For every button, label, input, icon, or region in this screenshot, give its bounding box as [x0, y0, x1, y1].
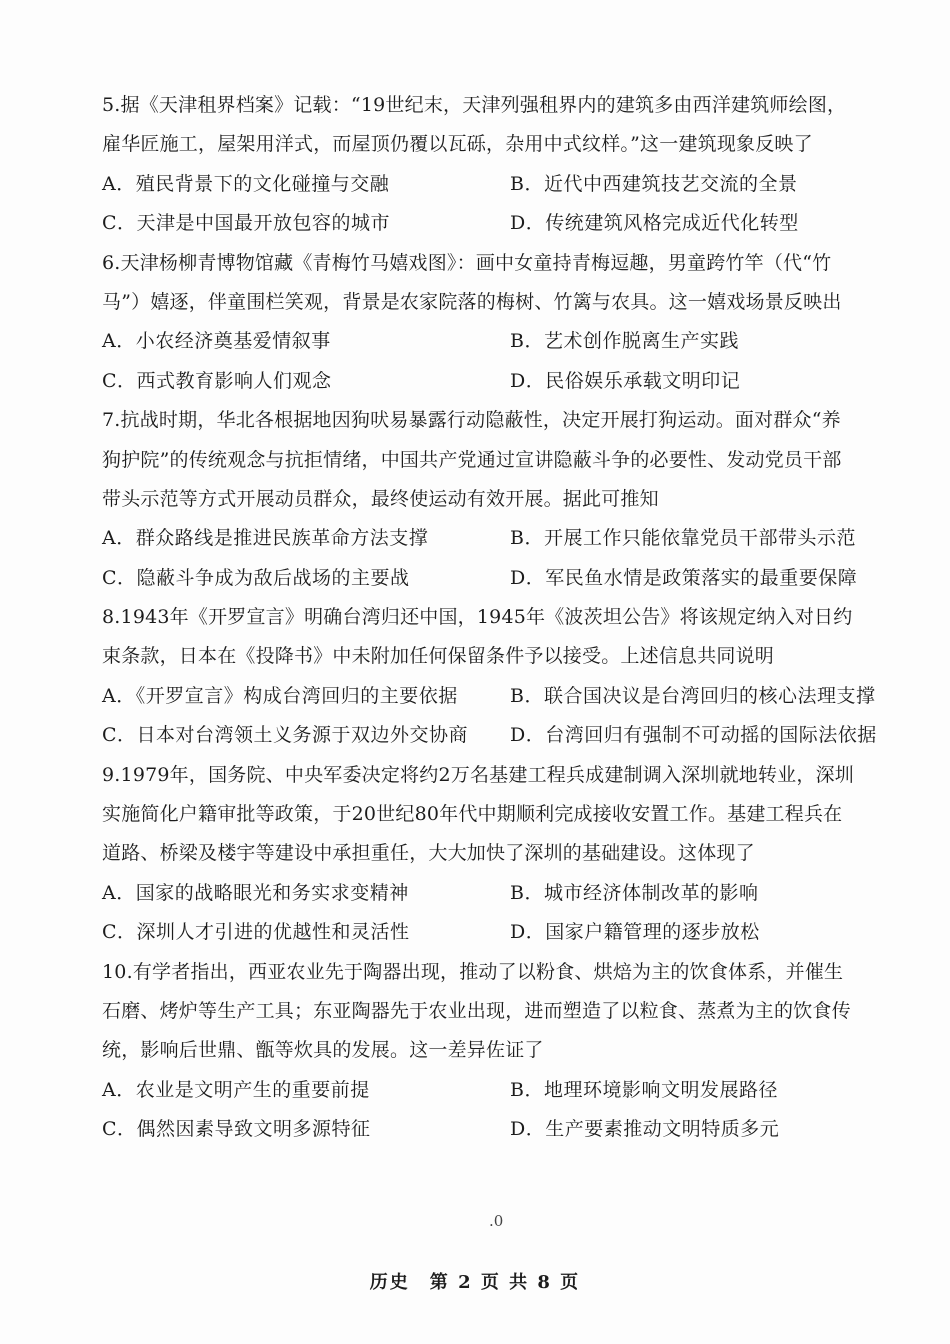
option-d: D．军民鱼水情是政策落实的最重要保障 [510, 566, 858, 589]
question-6 [102, 244, 902, 402]
question-stem-line: 马”）嬉逐，伴童围栏笑观，背景是农家院落的梅树、竹篱与农具。这一嬉戏场景反映出 [102, 290, 842, 313]
option-d: D．台湾回归有强制不可动摇的国际法依据 [510, 724, 877, 747]
option-row [102, 165, 902, 204]
question-stem-line: 7.抗战时期，华北各根据地因狗吠易暴露行动隐蔽性，决定开展打狗运动。面对群众“养 [102, 409, 841, 432]
option-a: A．小农经济奠基爱情叙事 [102, 330, 331, 353]
option-c: C．隐蔽斗争成为敌后战场的主要战 [102, 566, 410, 589]
scan-mark: .0 [489, 1212, 504, 1230]
question-10 [102, 953, 902, 1150]
option-b: B．艺术创作脱离生产实践 [510, 330, 739, 353]
option-b: B．开展工作只能依靠党员干部带头示范 [510, 527, 856, 550]
option-row [102, 913, 902, 952]
option-row [102, 1071, 902, 1110]
option-a: A．殖民背景下的文化碰撞与交融 [102, 172, 390, 195]
option-d: D．民俗娱乐承载文明印记 [510, 369, 741, 392]
question-stem-line: 实施简化户籍审批等政策，于20世纪80年代中期顺利完成接收安置工作。基建工程兵在 [102, 803, 843, 826]
question-9 [102, 756, 902, 953]
question-stem-line: 石磨、烤炉等生产工具；东亚陶器先于农业出现，进而塑造了以粒食、蒸煮为主的饮食传 [102, 999, 851, 1022]
question-stem-line: 道路、桥梁及楼宇等建设中承担重任，大大加快了深圳的基础建设。这体现了 [102, 842, 755, 865]
option-row [102, 874, 902, 913]
option-a: A．农业是文明产生的重要前提 [102, 1078, 370, 1101]
option-c: C．西式教育影响人们观念 [102, 369, 332, 392]
option-row [102, 1110, 902, 1149]
option-row [102, 677, 902, 716]
option-b: B．联合国决议是台湾回归的核心法理支撑 [510, 684, 876, 707]
question-stem-line: 带头示范等方式开展动员群众，最终使运动有效开展。据此可推知 [102, 487, 659, 510]
question-5 [102, 86, 902, 244]
question-stem-line: 雇华匠施工，屋架用洋式，而屋顶仍覆以瓦砾，杂用中式纹样。”这一建筑现象反映了 [102, 133, 813, 156]
question-stem-line: 8.1943年《开罗宣言》明确台湾归还中国，1945年《波茨坦公告》将该规定纳入对日约 [102, 606, 853, 629]
question-stem-line: 9.1979年，国务院、中央军委决定将约2万名基建工程兵成建制调入深圳就地转业，深圳 [102, 763, 854, 786]
option-row [102, 519, 902, 558]
questions-container [102, 86, 902, 1150]
option-b: B．近代中西建筑技艺交流的全景 [510, 172, 798, 195]
question-stem-line: 狗护院”的传统观念与抗拒情绪，中国共产党通过宣讲隐蔽斗争的必要性、发动党员干部 [102, 448, 842, 471]
option-d: D．生产要素推动文明特质多元 [510, 1118, 780, 1141]
question-stem-line: 10.有学者指出，西亚农业先于陶器出现，推动了以粉食、烘焙为主的饮食体系，并催生 [102, 960, 844, 983]
question-stem-line: 统，影响后世鼎、甑等炊具的发展。这一差异佐证了 [102, 1039, 544, 1062]
question-7 [102, 401, 902, 598]
question-8 [102, 598, 902, 756]
option-d: D．传统建筑风格完成近代化转型 [510, 212, 799, 235]
option-row [102, 716, 902, 755]
option-c: C．深圳人才引进的优越性和灵活性 [102, 921, 410, 944]
option-b: B．城市经济体制改革的影响 [510, 881, 759, 904]
option-row [102, 559, 902, 598]
question-stem-line: 5.据《天津租界档案》记载：“19世纪末，天津列强租界内的建筑多由西洋建筑师绘图， [102, 94, 847, 116]
option-row [102, 204, 902, 243]
option-d: D．国家户籍管理的逐步放松 [510, 921, 760, 944]
option-a: A．《开罗宣言》构成台湾回归的主要依据 [102, 684, 458, 707]
question-stem-line: 束条款，日本在《投降书》中未附加任何保留条件予以接受。上述信息共同说明 [102, 645, 775, 668]
option-c: C．天津是中国最开放包容的城市 [102, 212, 391, 235]
option-c: C．日本对台湾领土义务源于双边外交协商 [102, 724, 469, 747]
question-stem-line: 6.天津杨柳青博物馆藏《青梅竹马嬉戏图》：画中女童持青梅逗趣，男童跨竹竿（代“竹 [102, 251, 832, 274]
page-footer: 历史 第 2 页 共 8 页 [369, 1272, 581, 1293]
option-row [102, 362, 902, 401]
option-row [102, 322, 902, 361]
option-a: A．群众路线是推进民族革命方法支撑 [102, 527, 429, 550]
option-a: A．国家的战略眼光和务实求变精神 [102, 881, 409, 904]
option-c: C．偶然因素导致文明多源特征 [102, 1118, 371, 1141]
option-b: B．地理环境影响文明发展路径 [510, 1078, 778, 1101]
